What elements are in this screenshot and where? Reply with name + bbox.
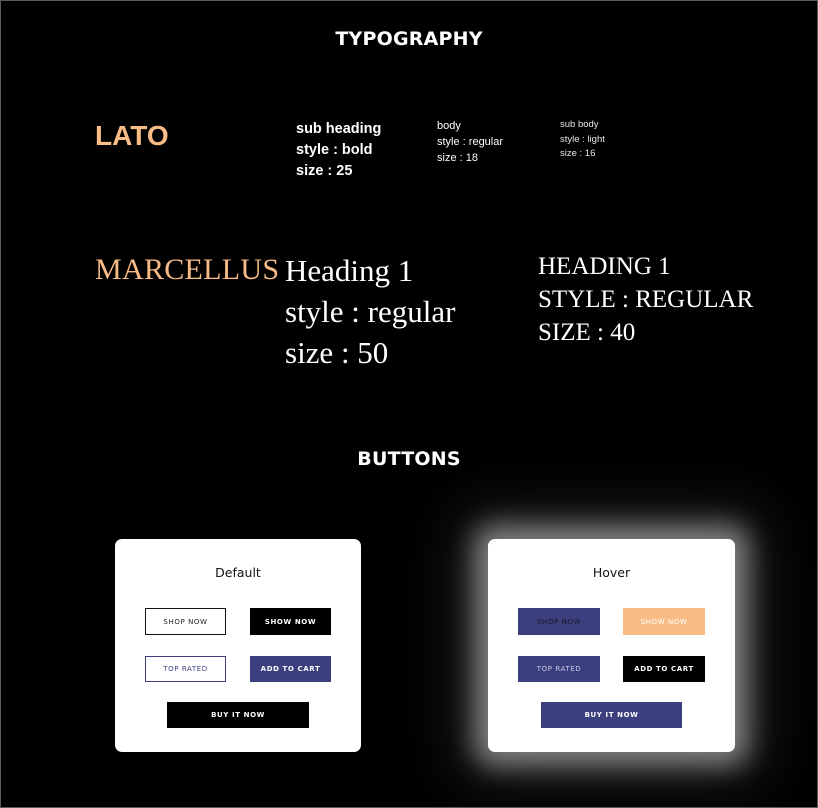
sub-heading-size: size : 25 (296, 163, 353, 179)
hover-buttons-card (488, 539, 735, 752)
hover-card-title: Hover (592, 565, 631, 580)
shop-now-button[interactable]: SHOP NOW (145, 608, 226, 635)
heading-label: Heading 1 (285, 253, 414, 288)
sub-heading-label: sub heading (296, 121, 382, 137)
heading-caps-style: STYLE : REGULAR (538, 286, 754, 313)
sub-body-spec (560, 118, 605, 162)
buy-it-now-button[interactable]: BUY IT NOW (167, 702, 309, 728)
heading-spec (285, 250, 455, 373)
top-rated-hover-button[interactable]: TOP RATED (518, 656, 600, 682)
show-now-button[interactable]: SHOW NOW (250, 608, 331, 635)
heading-size: size : 50 (285, 335, 389, 370)
sub-heading-style: style : bold (296, 142, 373, 158)
heading-caps-spec (538, 250, 753, 349)
buttons-title: BUTTONS (357, 448, 461, 470)
add-to-cart-hover-button[interactable]: ADD TO CART (623, 656, 705, 682)
typography-title: TYPOGRAPHY (335, 28, 483, 50)
show-now-hover-button[interactable]: SHOW NOW (623, 608, 705, 635)
add-to-cart-button[interactable]: ADD TO CART (250, 656, 331, 682)
body-style: style : regular (437, 136, 504, 148)
heading-caps-label: HEADING 1 (538, 253, 671, 280)
sub-body-size: size : 16 (560, 148, 596, 159)
sub-body-style: style : light (560, 133, 605, 145)
body-size: size : 18 (437, 152, 478, 164)
heading-caps-size: SIZE : 40 (538, 319, 636, 346)
body-label: body (437, 120, 461, 132)
lato-font-name: LATO (95, 120, 169, 151)
marcellus-font-name: MARCELLUS (95, 253, 280, 286)
shop-now-hover-button[interactable]: SHOP NOW (518, 608, 600, 635)
default-card-title: Default (215, 565, 261, 580)
buy-it-now-hover-button[interactable]: BUY IT NOW (541, 702, 682, 728)
sub-body-label: sub body (560, 119, 599, 130)
default-buttons-card (115, 539, 361, 752)
heading-style: style : regular (285, 294, 456, 329)
sub-heading-spec (296, 119, 381, 182)
body-spec (437, 118, 503, 166)
top-rated-button[interactable]: TOP RATED (145, 656, 226, 682)
